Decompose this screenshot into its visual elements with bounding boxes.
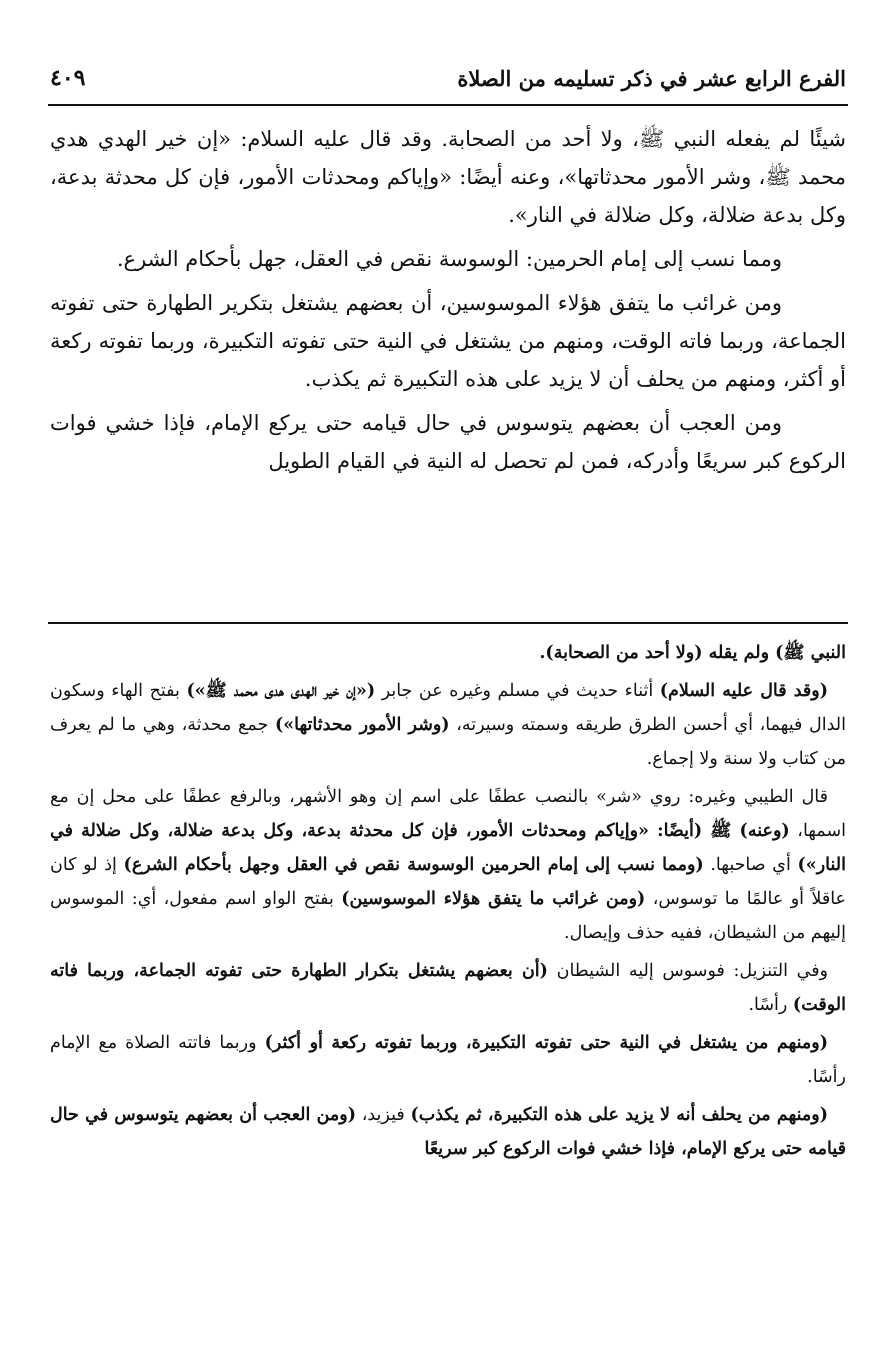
quoted-text: (ومن غرائب ما يتفق هؤلاء الموسوسين) xyxy=(341,889,646,909)
main-paragraph: ومن العجب أن بعضهم يتوسوس في حال قيامه حتى يركع الإمام، فإذا خشي فوات الركوع كبر سريعًا وأدركه، فمن لم تحصل له النية في القيام الطويل xyxy=(50,411,846,473)
quoted-text: (وعنه) ﷺ (أيضًا: «وإياكم ومحدثات الأمور، فإن كل محدثة بدعة، وكل بدعة ضلالة، وكل ضلالة في النار») xyxy=(50,821,846,875)
commentary-divider xyxy=(48,622,848,624)
quoted-text: (ومن العجب أن بعضهم يتوسوس في حال قيامه حتى يركع الإمام، فإذا خشي فوات الركوع كبر سريعًا xyxy=(50,1105,846,1159)
quoted-text: (وقد قال عليه السلام) xyxy=(659,681,828,701)
main-paragraph: ومن غرائب ما يتفق هؤلاء الموسوسين، أن بعضهم يشتغل بتكرير الطهارة حتى تفوته الجماعة، وربما فاته الوقت، ومنهم من يشتغل في النية حتى تفوته التكبيرة، وربما تفوته ركعة أو أكثر، ومنهم من يحلف أن لا يزيد على هذه التكبيرة ثم يكذب. xyxy=(50,291,846,391)
commentary-paragraph xyxy=(50,780,846,950)
commentary-paragraph xyxy=(50,954,846,1022)
quoted-text: (وشر الأمور محدثاتها») xyxy=(274,715,450,735)
explanation-text: رأسًا. xyxy=(748,995,793,1015)
quoted-text: (ومنهم من يحلف أنه لا يزيد على هذه التكبيرة، ثم يكذب) xyxy=(410,1105,828,1125)
header-divider xyxy=(48,104,848,106)
explanation-text: وربما فاتته الصلاة مع الإمام رأسًا. xyxy=(50,1033,846,1087)
main-paragraph: ومما نسب إلى إمام الحرمين: الوسوسة نقص في العقل، جهل بأحكام الشرع. xyxy=(116,247,782,271)
quoted-text: (ومنهم من يشتغل في النية حتى تفوته التكبيرة، وربما تفوته ركعة أو أكثر) xyxy=(264,1033,828,1053)
explanation-text: وفي التنزيل: فوسوس إليه الشيطان xyxy=(547,961,829,981)
explanation-text: أي صاحبها. xyxy=(703,855,798,875)
commentary-paragraph xyxy=(50,1026,846,1094)
commentary-paragraph xyxy=(50,1098,846,1166)
commentary-paragraph xyxy=(50,636,846,670)
main-paragraph: شيئًا لم يفعله النبي ﷺ، ولا أحد من الصحابة. وقد قال عليه السلام: «إن خير الهدي هدي محمد ﷺ، وشر الأمور محدثاتها»، وعنه أيضًا: «وإياكم ومحدثات الأمور، فإن كل محدثة بدعة، وكل بدعة ضلالة، وكل ضلالة في النار». xyxy=(50,127,846,227)
explanation-text: جمع محدثة، وهي ما لم يعرف من كتاب ولا سنة ولا إجماع. xyxy=(50,715,846,769)
explanation-text: بفتح الهاء وسكون الدال فيهما، أي أحسن الطرق طريقه وسمته وسيرته، xyxy=(50,681,846,735)
main-text xyxy=(50,120,846,480)
explanation-text: بفتح الواو اسم مفعول، أي: الموسوس إليهم من الشيطان، ففيه حذف وإيصال. xyxy=(50,889,846,943)
explanation-text: فيزيد، xyxy=(356,1105,411,1125)
explanation-text: قال الطيبي وغيره: روي «شر» بالنصب عطفًا على اسم إن وهو الأشهر، وبالرفع عطفًا على محل إن مع اسمها، xyxy=(50,787,847,841)
commentary xyxy=(50,636,846,1166)
explanation-text: إذ لو كان عاقلاً أو عالمًا ما توسوس، xyxy=(50,855,846,909)
chapter-title: الفرع الرابع عشر في ذكر تسليمه من الصلاة xyxy=(457,65,846,91)
explanation-text: أثناء حديث في مسلم وغيره عن جابر xyxy=(375,681,660,701)
commentary-paragraph xyxy=(50,674,846,776)
quoted-text: النبي ﷺ) ولم يقله xyxy=(702,643,846,663)
page-number: ٤٠٩ xyxy=(50,65,86,91)
quoted-text: (ولا أحد من الصحابة). xyxy=(539,643,703,663)
quoted-text: («إن خير الهدى هدى محمد ﷺ») xyxy=(186,681,376,701)
quoted-text: (أن بعضهم يشتغل بتكرار الطهارة حتى تفوته الجماعة، وربما فاته الوقت) xyxy=(50,961,846,1015)
running-header xyxy=(50,58,846,98)
quoted-text: (ومما نسب إلى إمام الحرمين الوسوسة نقص في العقل وجهل بأحكام الشرع) xyxy=(123,855,704,875)
